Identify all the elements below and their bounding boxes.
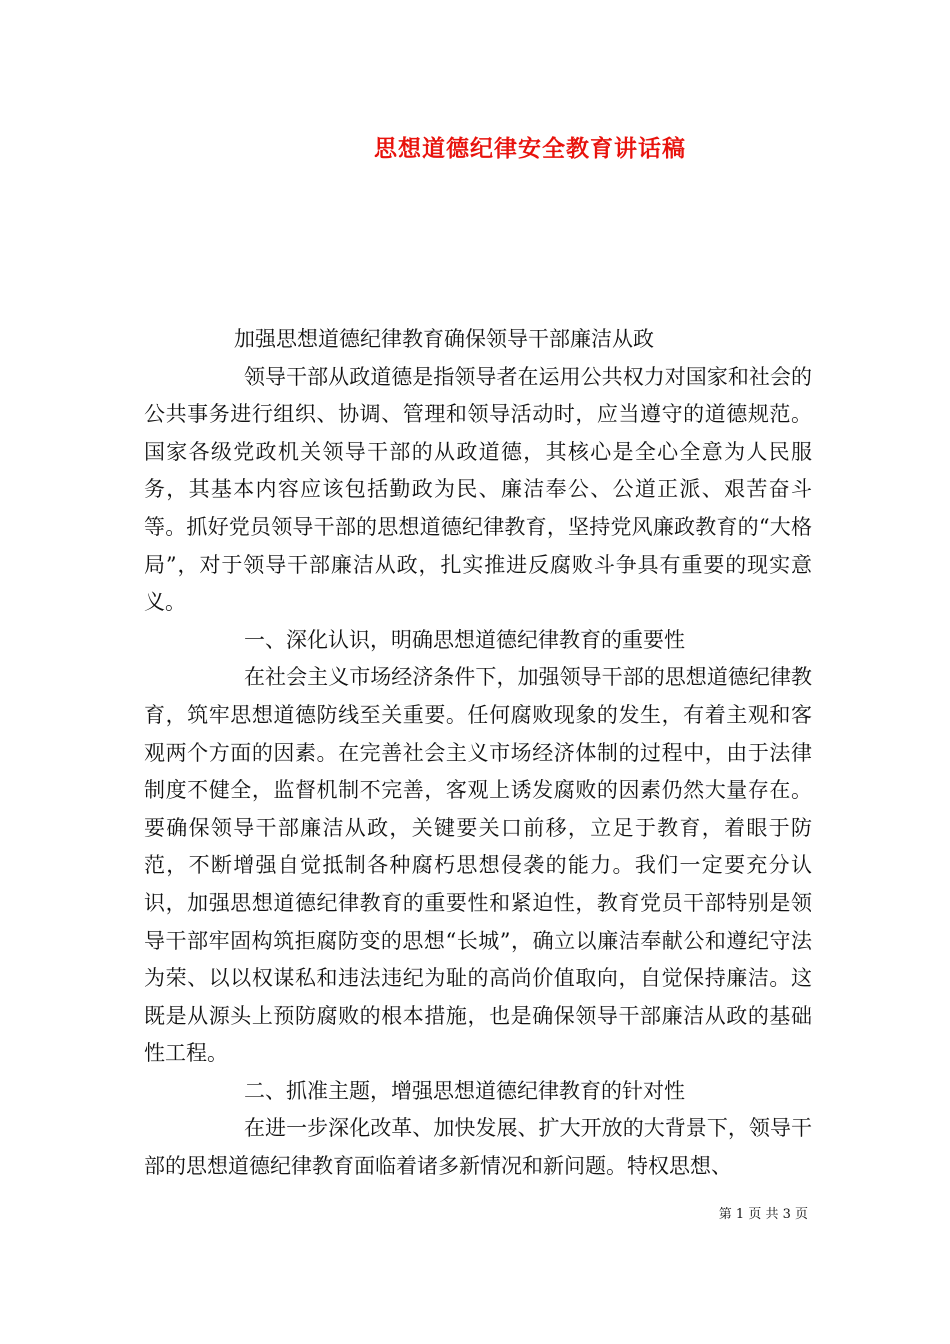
document-subtitle: 加强思想道德纪律教育确保领导干部廉洁从政	[234, 327, 654, 351]
section-1-paragraph: 在社会主义市场经济条件下，加强领导干部的思想道德纪律教育，筑牢思想道德防线至关重要。任何腐败现象的发生，有着主观和客观两个方面的因素。在完善社会主义市场经济体制的过程中，由于法律制度不健全，监督机制不完善，客观上诱发腐败的因素仍然大量存在。要确保领导干部廉洁从政，关键要关口前移，立足于教育，着眼于防范，不断增强自觉抵制各种腐朽思想侵袭的能力。我们一定要充分认识，加强思想道德纪律教育的重要性和紧迫性，教育党员干部特别是领导干部牢固构筑拒腐防变的思想“长城”，确立以廉洁奉献公和遵纪守法为荣、以以权谋私和违法违纪为耻的高尚价值取向，自觉保持廉洁。这既是从源头上预防腐败的根本措施，也是确保领导干部廉洁从政的基础性工程。	[144, 665, 812, 1066]
section-2-heading: 二、抓准主题，增强思想道德纪律教育的针对性	[244, 1078, 685, 1103]
page-number-footer: 第 1 页 共 3 页	[718, 1207, 808, 1222]
section-2-paragraph: 在进一步深化改革、加快发展、扩大开放的大背景下，领导干部的思想道德纪律教育面临着诸多新情况和新问题。特权思想、	[144, 1116, 812, 1179]
document-body	[144, 321, 812, 1186]
document-title: 思想道德纪律安全教育讲话稿	[374, 135, 686, 162]
intro-paragraph: 领导干部从政道德是指领导者在运用公共权力对国家和社会的公共事务进行组织、协调、管理和领导活动时，应当遵守的道德规范。国家各级党政机关领导干部的从政道德，其核心是全心全意为人民服务，其基本内容应该包括勤政为民、廉洁奉公、公道正派、艰苦奋斗等。抓好党员领导干部的思想道德纪律教育，坚持党风廉政教育的“大格局”，对于领导干部廉洁从政，扎实推进反腐败斗争具有重要的现实意义。	[144, 364, 812, 615]
section-1-heading: 一、深化认识，明确思想道德纪律教育的重要性	[244, 627, 685, 652]
